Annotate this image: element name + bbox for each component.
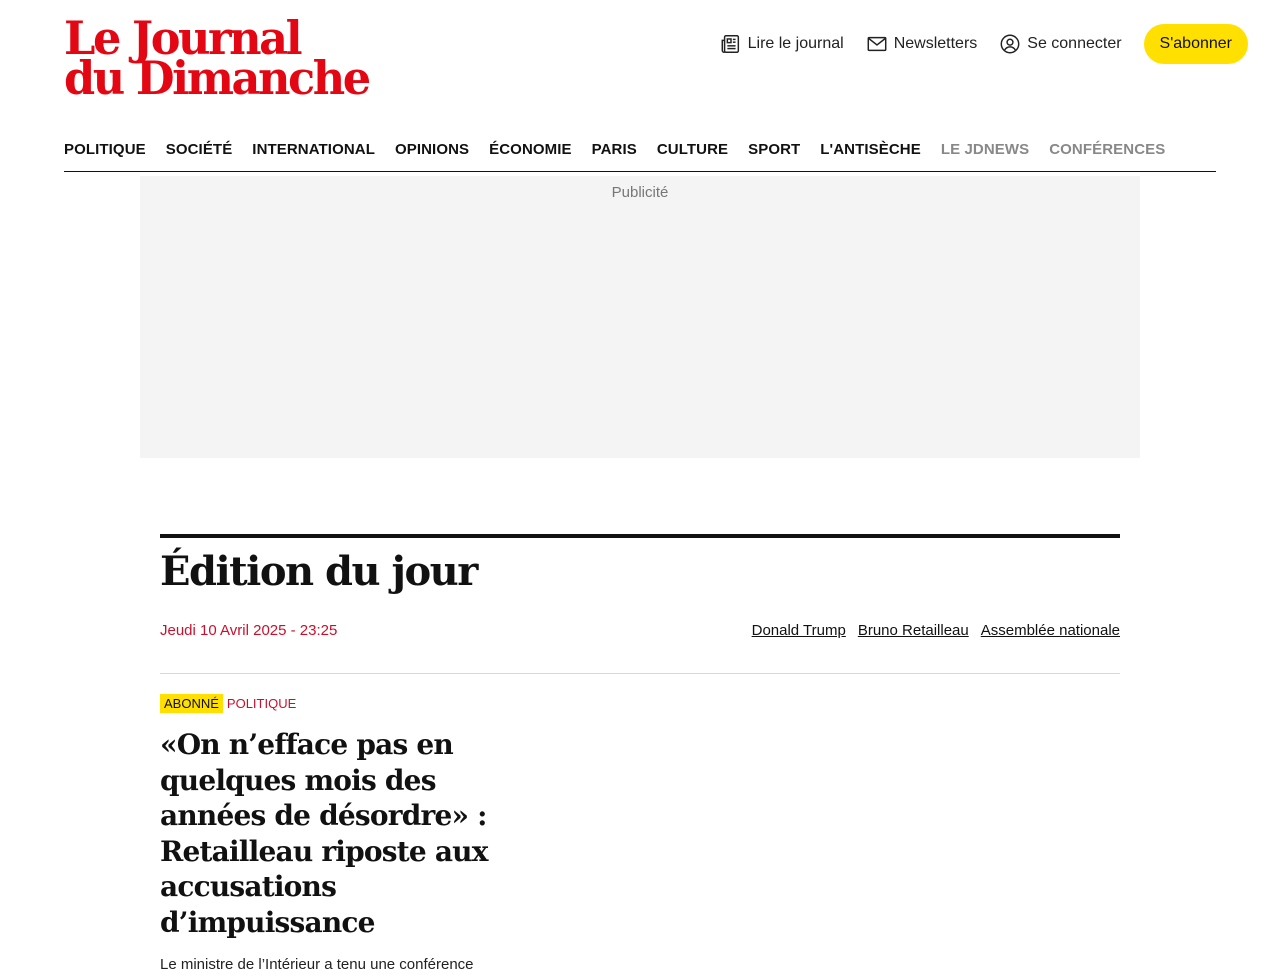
- ad-label: Publicité: [611, 184, 669, 201]
- nav-item-societe[interactable]: SOCIÉTÉ: [165, 141, 233, 158]
- edition-date: Jeudi 10 Avril 2025 - 23:25: [160, 622, 338, 639]
- mail-icon: [866, 33, 888, 55]
- logo-line-1: Le Journal: [64, 11, 301, 65]
- topic-tags: [752, 622, 1120, 639]
- nav-item-opinions[interactable]: OPINIONS: [394, 141, 470, 158]
- tag-donald-trump[interactable]: Donald Trump: [751, 622, 846, 639]
- read-journal-label: Lire le journal: [747, 35, 844, 52]
- nav-item-international[interactable]: INTERNATIONAL: [252, 141, 375, 158]
- article-headline[interactable]: «On n’efface pas en quelques mois des années de désordre» : Retailleau riposte aux accusations d’impuissance: [160, 728, 488, 939]
- header-actions: [720, 24, 1248, 64]
- subscribe-button[interactable]: S'abonner: [1144, 24, 1248, 64]
- user-icon: [999, 33, 1021, 55]
- login-label: Se connecter: [1027, 35, 1122, 52]
- logo-line-2: du Dimanche: [64, 51, 369, 105]
- tag-bruno-retailleau[interactable]: Bruno Retailleau: [857, 622, 969, 639]
- edition-meta: [160, 622, 1120, 674]
- edition-section: [160, 534, 1120, 976]
- login-link[interactable]: [999, 33, 1121, 55]
- article-lead: Le ministre de l’Intérieur a tenu une conférence: [160, 956, 474, 973]
- newsletters-link[interactable]: [866, 33, 978, 55]
- nav-item-jdnews[interactable]: LE JDNEWS: [940, 141, 1030, 158]
- ad-slot: [140, 176, 1140, 458]
- nav-item-sport[interactable]: SPORT: [748, 141, 801, 158]
- section-title: Édition du jour: [160, 548, 477, 595]
- featured-article: [160, 694, 510, 976]
- nav-item-conferences[interactable]: CONFÉRENCES: [1049, 141, 1166, 158]
- category-label[interactable]: POLITIQUE: [226, 696, 297, 711]
- read-journal-link[interactable]: [720, 33, 844, 55]
- tag-assemblee-nationale[interactable]: Assemblée nationale: [980, 622, 1120, 639]
- article-badges: [160, 694, 510, 713]
- nav-item-politique[interactable]: POLITIQUE: [64, 141, 146, 158]
- newspaper-icon: [720, 33, 742, 55]
- nav-item-culture[interactable]: CULTURE: [656, 141, 729, 158]
- newsletters-label: Newsletters: [893, 35, 978, 52]
- nav-item-economie[interactable]: ÉCONOMIE: [489, 141, 572, 158]
- nav-item-antiseche[interactable]: L'ANTISÈCHE: [820, 141, 921, 158]
- subscriber-badge: ABONNÉ: [160, 694, 223, 713]
- nav-item-paris[interactable]: PARIS: [591, 141, 637, 158]
- main-navigation: [64, 128, 1216, 172]
- site-logo[interactable]: [64, 11, 413, 105]
